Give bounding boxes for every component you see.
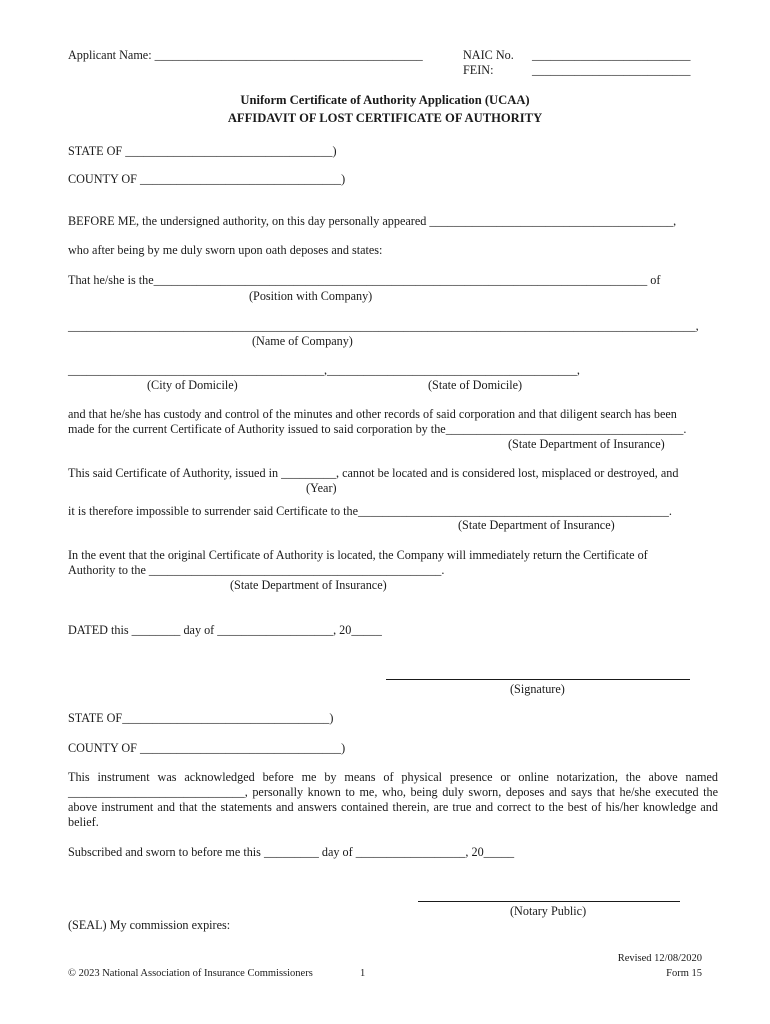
custody-caption: (State Department of Insurance) bbox=[508, 437, 665, 451]
state-of-field[interactable]: STATE OF __________________________________) bbox=[68, 144, 337, 158]
fein-label: FEIN: bbox=[463, 63, 494, 77]
seal-commission-text: (SEAL) My commission expires: bbox=[68, 918, 231, 932]
event-caption: (State Department of Insurance) bbox=[230, 578, 387, 592]
affidavit-title: AFFIDAVIT OF LOST CERTIFICATE OF AUTHORITY bbox=[227, 111, 543, 125]
state-domicile-caption: (State of Domicile) bbox=[428, 378, 523, 392]
event-text-line1: In the event that the original Certificate of Authority is located, the Company will immediately return the Certificate of bbox=[68, 548, 648, 562]
copyright-text: © 2023 National Association of Insurance Commissioners bbox=[68, 968, 313, 979]
notary-county-field[interactable]: COUNTY OF _________________________________) bbox=[68, 741, 346, 755]
custody-department-field[interactable]: made for the current Certificate of Authority issued to said corporation by the_______________________________________. bbox=[68, 422, 687, 436]
dated-field[interactable]: DATED this ________ day of ___________________, 20_____ bbox=[68, 623, 382, 637]
issued-year-field[interactable]: This said Certificate of Authority, issued in _________, cannot be located and is considered lost, misplaced or destroyed, and bbox=[68, 466, 679, 480]
applicant-name-field[interactable]: Applicant Name: ____________________________________________ bbox=[68, 48, 423, 62]
company-name-field[interactable]: _______________________________________________________________________________________________________, bbox=[68, 319, 699, 333]
surrender-caption: (State Department of Insurance) bbox=[458, 518, 615, 532]
signature-caption: (Signature) bbox=[510, 682, 565, 696]
page-number: 1 bbox=[360, 968, 366, 979]
return-department-field[interactable]: Authority to the ________________________________________________. bbox=[68, 563, 445, 577]
naic-field[interactable]: __________________________ bbox=[532, 48, 691, 62]
position-field[interactable]: That he/she is the_________________________________________________________________________________ of bbox=[68, 273, 661, 287]
county-of-field[interactable]: COUNTY OF _________________________________) bbox=[68, 172, 346, 186]
notary-caption: (Notary Public) bbox=[510, 904, 587, 918]
revised-date: Revised 12/08/2020 bbox=[617, 953, 702, 964]
form-number: Form 15 bbox=[666, 968, 702, 979]
deposes-text: who after being by me duly sworn upon oath deposes and states: bbox=[68, 243, 383, 257]
company-caption: (Name of Company) bbox=[252, 334, 353, 348]
appeared-field[interactable]: BEFORE ME, the undersigned authority, on this day personally appeared ________________________________________, bbox=[68, 214, 677, 228]
notary-signature-line[interactable] bbox=[418, 901, 680, 902]
naic-label: NAIC No. bbox=[463, 48, 514, 62]
fein-field[interactable]: __________________________ bbox=[532, 63, 691, 77]
surrender-department-field[interactable]: it is therefore impossible to surrender said Certificate to the___________________________________________________. bbox=[68, 504, 672, 518]
year-caption: (Year) bbox=[306, 481, 337, 495]
signature-line[interactable] bbox=[386, 679, 690, 680]
notary-state-field[interactable]: STATE OF__________________________________) bbox=[68, 711, 334, 725]
position-caption: (Position with Company) bbox=[249, 289, 373, 303]
form-title: Uniform Certificate of Authority Application (UCAA) bbox=[240, 93, 530, 107]
subscribed-field[interactable]: Subscribed and sworn to before me this _________ day of __________________, 20_____ bbox=[68, 845, 515, 859]
domicile-field[interactable]: __________________________________________,_________________________________________, bbox=[68, 363, 580, 377]
custody-text-line1: and that he/she has custody and control of the minutes and other records of said corporation and that diligent search has been bbox=[68, 407, 677, 421]
acknowledgement-text: This instrument was acknowledged before me by means of physical presence or online notarization, the above named _____________________________, personally known to me, who, being duly sworn, deposes and says that he/she executed the above instrument and that the statements and answers contained therein, are true and correct to the best of his/her knowledge and belief. bbox=[68, 770, 718, 829]
city-caption: (City of Domicile) bbox=[147, 378, 238, 392]
